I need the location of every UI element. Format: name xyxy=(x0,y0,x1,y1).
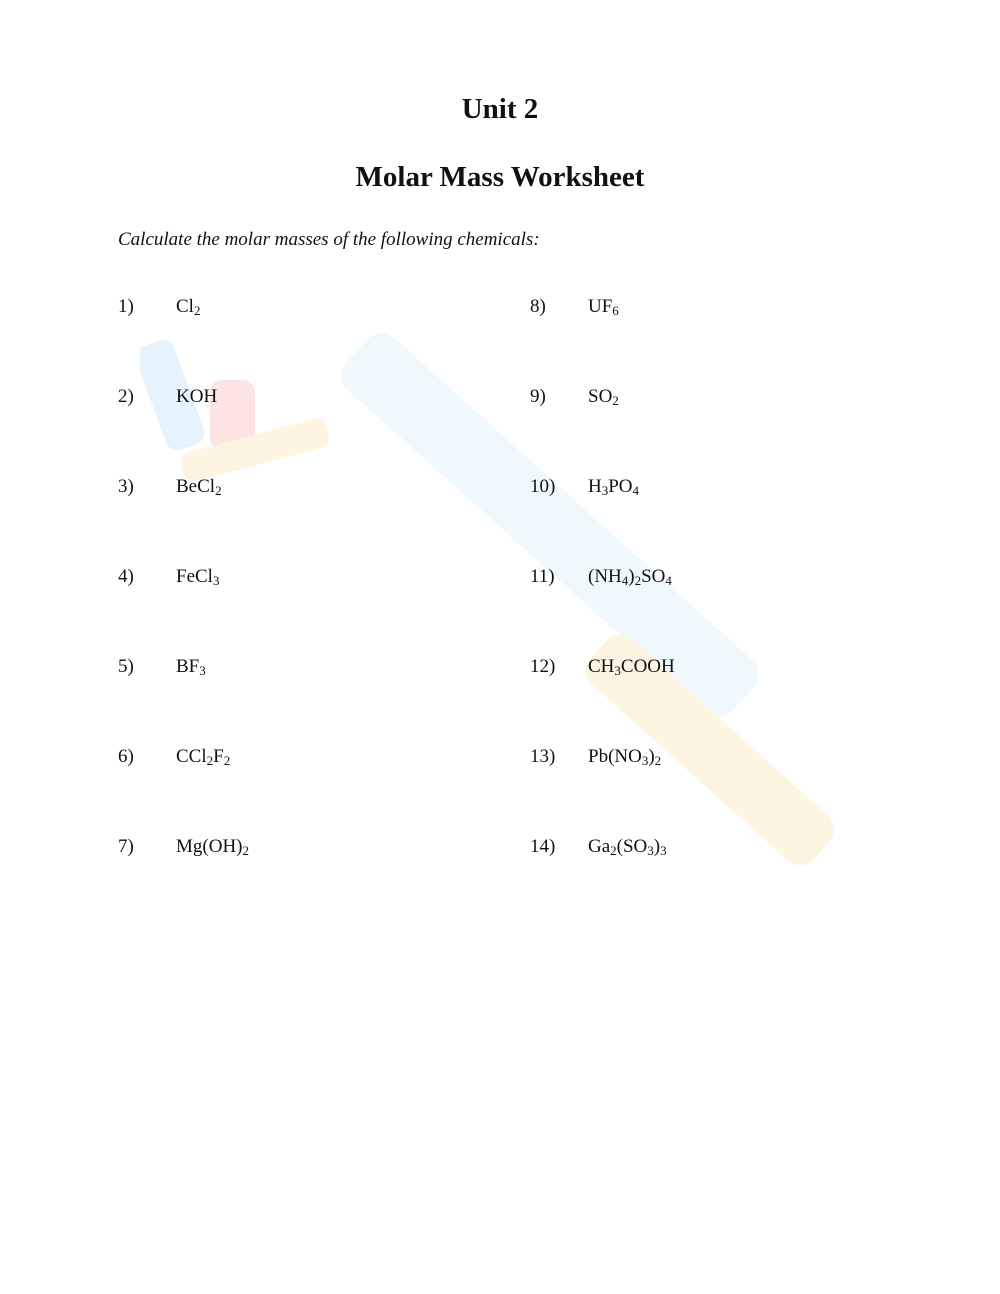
formula-text: (SO xyxy=(616,836,648,857)
problem-number: 14) xyxy=(530,836,556,857)
formula-text: BeCl xyxy=(176,476,216,497)
problem-number: 3) xyxy=(118,476,134,497)
chemical-formula xyxy=(588,746,661,768)
problem-number: 5) xyxy=(118,656,134,677)
problem-number: 11) xyxy=(530,566,555,587)
problem-item xyxy=(530,836,930,926)
problems-column-left xyxy=(118,296,518,926)
problem-number: 12) xyxy=(530,656,556,677)
formula-subscript: 2 xyxy=(634,573,642,588)
formula-text: ) xyxy=(653,836,661,857)
problem-number: 2) xyxy=(118,386,134,407)
formula-subscript: 2 xyxy=(215,483,222,498)
chemical-formula xyxy=(176,656,206,678)
problem-number: 1) xyxy=(118,296,134,317)
formula-subscript: 2 xyxy=(654,753,662,768)
formula-subscript: 2 xyxy=(610,843,617,858)
formula-text: H xyxy=(588,476,602,497)
problem-item xyxy=(530,746,930,836)
worksheet-title: Molar Mass Worksheet xyxy=(355,161,645,193)
chemical-formula xyxy=(588,566,672,588)
formula-subscript: 3 xyxy=(212,573,220,588)
problem-number: 7) xyxy=(118,836,134,857)
chemical-formula xyxy=(588,296,619,318)
formula-subscript: 3 xyxy=(641,753,649,768)
formula-text: CH xyxy=(588,656,615,677)
formula-text: Pb(NO xyxy=(588,746,642,767)
formula-text: ) xyxy=(628,566,635,587)
problem-number: 9) xyxy=(530,386,546,407)
problem-number: 13) xyxy=(530,746,556,767)
problem-number: 4) xyxy=(118,566,134,587)
problem-item xyxy=(530,296,930,386)
chemical-formula xyxy=(588,656,675,678)
formula-text: COOH xyxy=(620,656,675,677)
formula-text: SO xyxy=(588,386,613,407)
problem-item xyxy=(530,476,930,566)
problem-item xyxy=(118,746,518,836)
chemical-formula xyxy=(588,386,619,408)
formula-subscript: 4 xyxy=(632,483,640,498)
formula-text: PO xyxy=(608,476,633,497)
formula-subscript: 2 xyxy=(193,303,201,318)
formula-text: KOH xyxy=(176,386,218,407)
formula-subscript: 6 xyxy=(612,303,619,318)
chemical-formula xyxy=(176,476,222,498)
problem-item xyxy=(530,566,930,656)
formula-subscript: 3 xyxy=(199,663,206,678)
problem-number: 6) xyxy=(118,746,134,767)
formula-text: CCl xyxy=(176,746,207,767)
formula-subscript: 3 xyxy=(614,663,621,678)
formula-subscript: 2 xyxy=(206,753,214,768)
formula-text: Ga xyxy=(588,836,611,857)
problem-item xyxy=(118,386,518,476)
formula-subscript: 3 xyxy=(601,483,609,498)
formula-subscript: 4 xyxy=(665,573,672,588)
chemical-formula xyxy=(176,746,230,768)
chemical-formula xyxy=(176,296,200,318)
problem-item xyxy=(118,566,518,656)
problems-column-right xyxy=(530,296,930,926)
formula-text: F xyxy=(213,746,224,767)
chemical-formula xyxy=(176,566,219,588)
formula-text: (NH xyxy=(588,566,622,587)
instructions-text: Calculate the molar masses of the following chemicals: xyxy=(118,229,540,250)
formula-subscript: 3 xyxy=(660,843,667,858)
formula-text: SO xyxy=(641,566,666,587)
chemical-formula xyxy=(588,476,639,498)
chemical-formula xyxy=(176,836,249,858)
problem-item xyxy=(118,476,518,566)
unit-heading: Unit 2 xyxy=(461,93,539,125)
formula-text: ) xyxy=(648,746,655,767)
problem-item xyxy=(118,836,518,926)
formula-subscript: 3 xyxy=(647,843,654,858)
problem-number: 8) xyxy=(530,296,546,317)
problem-number: 10) xyxy=(530,476,556,497)
formula-subscript: 2 xyxy=(223,753,231,768)
problem-item xyxy=(530,656,930,746)
chemical-formula xyxy=(176,386,217,408)
formula-subscript: 2 xyxy=(242,843,249,858)
problem-item xyxy=(118,296,518,386)
formula-text: UF xyxy=(588,296,613,317)
formula-text: FeCl xyxy=(176,566,213,587)
formula-subscript: 2 xyxy=(612,393,619,408)
problem-item xyxy=(530,386,930,476)
problem-item xyxy=(118,656,518,746)
formula-text: Mg(OH) xyxy=(176,836,243,857)
chemical-formula xyxy=(588,836,667,858)
formula-subscript: 4 xyxy=(621,573,629,588)
formula-text: Cl xyxy=(176,296,194,317)
formula-text: BF xyxy=(176,656,200,677)
